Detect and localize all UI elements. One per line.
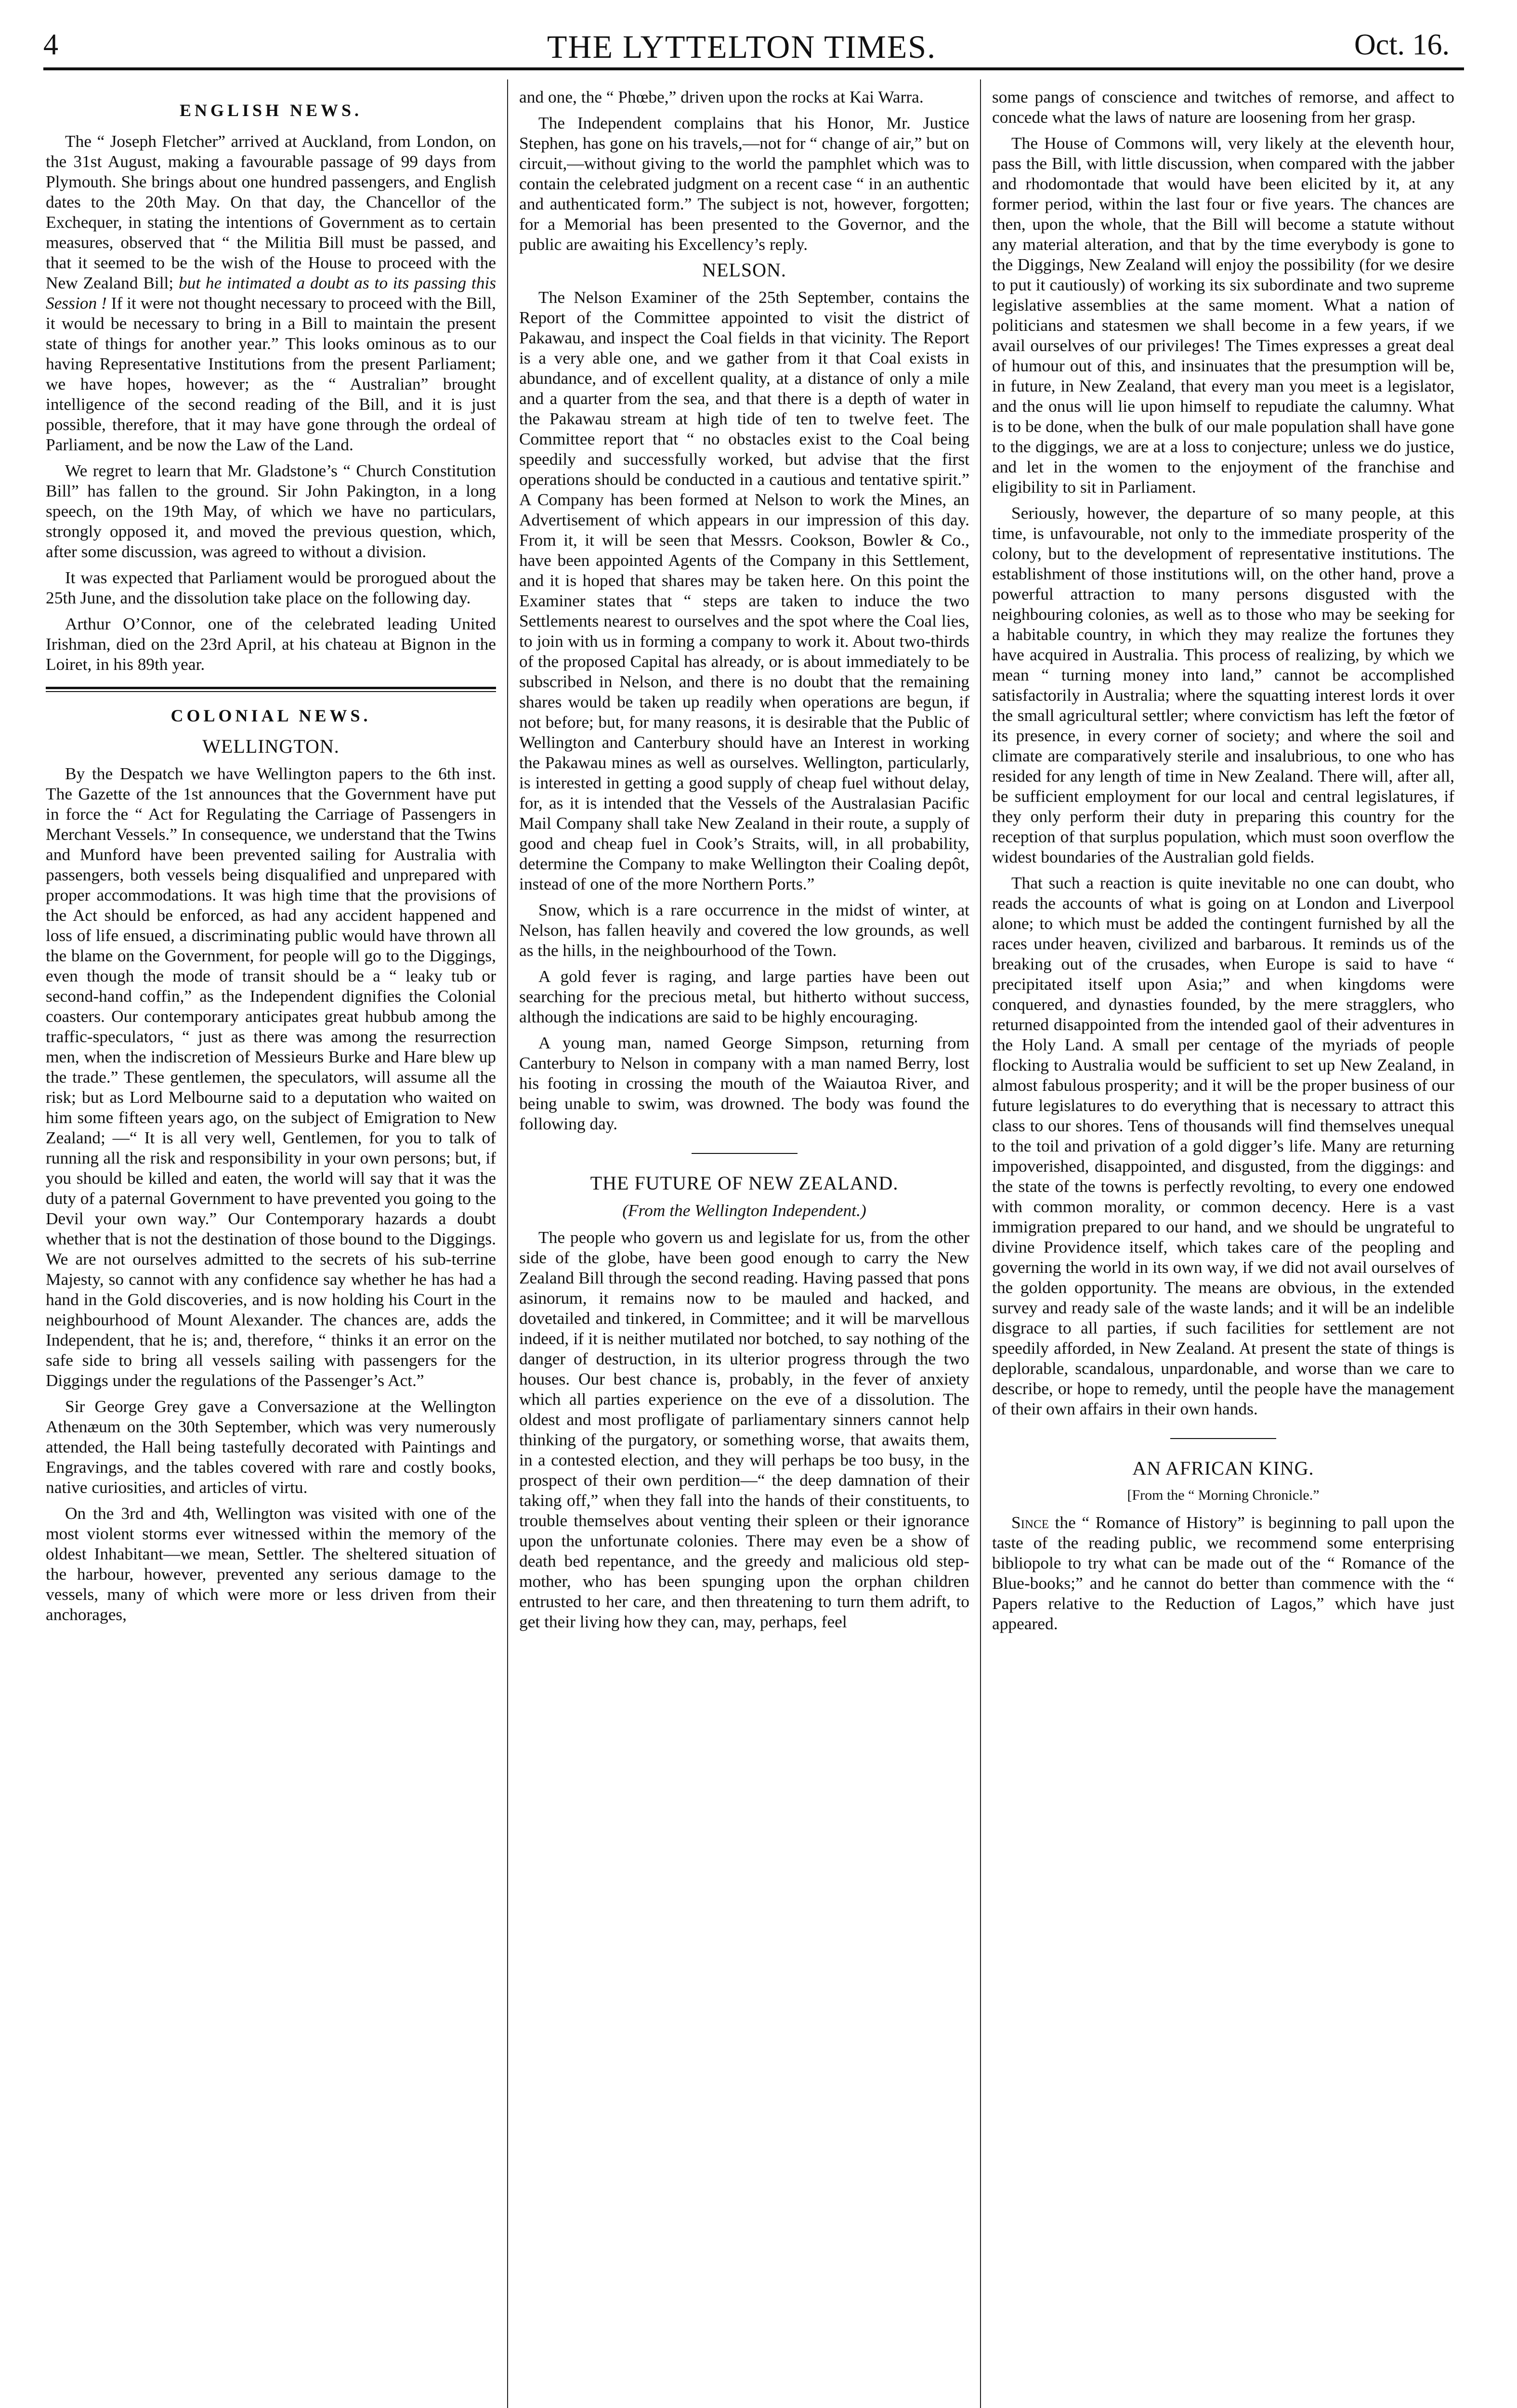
article-source: (From the Wellington Independent.) [622,1201,866,1220]
article-heading: THE FUTURE OF NEW ZEALAND. [590,1172,899,1194]
article-paragraph: A young man, named George Simpson, returning from Canterbury to Nelson in company with a man named Berry, lost his footing in crossing the mouth of the Waiautoa River, and being unable to swim, was drowned. The body was found the following day. [519,1033,969,1133]
article-heading: AN AFRICAN KING. [1132,1457,1314,1479]
article-paragraph: some pangs of conscience and twitches of remorse, and affect to concede what the laws of nature are loosening from her grasp. [992,87,1454,127]
article-paragraph: It was expected that Parliament would be prorogued about the 25th June, and the dissolution take place on the following day. [46,568,496,607]
article-paragraph: On the 3rd and 4th, Wellington was visited with one of the most violent storms ever witnessed within the memory of the oldest Inhabitant—we mean, Settler. The sheltered situation of the harbour, however, prevented any serious damage to the vessels, many of which were more or less driven from their anchorages, [46,1504,496,1624]
column-2 [519,87,969,2408]
article-paragraph: Sir George Grey gave a Conversazione at the Wellington Athenæum on the 30th September, which was very numerously attended, the Hall being tastefully decorated with Paintings and Engravings, and the tables covered with rare and costly books, native curiosities, and articles of virtu. [46,1397,496,1497]
article-paragraph: The House of Commons will, very likely at the eleventh hour, pass the Bill, with little discussion, when compared with the jabber and rhodomontade that would have been elicited by it, at any former period, within the last four or five years. The chances are then, upon the whole, that the Bill will become a statute without any material alteration, and that by the time everybody is gone to the Diggings, New Zealand will enjoy the possibility (for we desire to put it cautiously) of working its six subordinate and two supreme legislative assemblies at the same moment. What a nation of politicians and statesmen we shall become in a few years, if we avail ourselves of our privileges! The Times expresses a great deal of humour out of this, and insinuates that the presumption will be, in future, in New Zealand, that every man you meet is a legislator, and the onus will lie upon himself to repudiate the calumny. What is to be done, when the bulk of our male population shall have gone to the diggings, we are at a loss to conjecture; unless we do justice, and let in the women to the enjoyment of the franchise and eligibility to sit in Parliament. [992,133,1454,497]
article-paragraph: A gold fever is raging, and large parties have been out searching for the precious metal, but hitherto without success, although the indications are said to be highly encouraging. [519,967,969,1026]
newspaper-title: THE LYTTELTON TIMES. [547,28,937,65]
article-paragraph: The Nelson Examiner of the 25th September, contains the Report of the Committee appointed to visit the district of Pakawau, and inspect the Coal fields in that vicinity. The Report is a very able one, and we gather from it that Coal exists in abundance, and of excellent quality, at a distance of only a mile and a quarter from the sea, and that there is a depth of water in the Pakawau stream at high tide of ten to twelve feet. The Committee report that “ no obstacles exist to the Coal being speedily and successfully worked, but advise that the first operations should be conducted in a cautious and tentative spirit.” A Company has been formed at Nelson to work the Mines, an Advertisement of which appears in our impression of this day. From it, it will be seen that Messrs. Cookson, Bowler & Co., have been appointed Agents of the Company in this Settlement, and it is hoped that shares may be taken here. On this point the Examiner states that “ steps are taken to induce the two Settlements nearest to ourselves and the spot where the Coal lies, to join with us in forming a company to work it. About two-thirds of the proposed Capital has already, or is about immediately to be subscribed in Nelson, and there is no doubt that the remaining shares would be taken up readily when operations are begun, if not before; but, for many reasons, it is desirable that the Public of Wellington and Canterbury should have an Interest in working the Pakawau mines as well as ourselves. Wellington, particularly, is interested in getting a good supply of cheap fuel without delay, for, as it is intended that the Vessels of the Australasian Pacific Mail Company shall take New Zealand in their route, a supply of good and cheap fuel in Cook’s Straits, will, in all probability, determine the Company to make Wellington their Coaling depôt, instead of one of the more Northern Ports.” [519,288,969,893]
section-heading: ENGLISH NEWS. [179,101,363,120]
article-source: [From the “ Morning Chronicle.” [1127,1487,1320,1503]
article-heading: NELSON. [702,259,786,281]
header-rule [43,67,1464,70]
article-paragraph: Seriously, however, the departure of so many people, at this time, is unfavourable, not only to the immediate prosperity of the colony, but to the development of representative institutions. The establishment of those institutions will, on the other hand, prove a powerful attraction to many persons disgusted with the neighbouring colonies, as well as to those who may be seeking for a habitable country, in which they may realize the fortunes they have acquired in Australia. This process of realizing, by which we mean “ turning money into land,” cannot be accomplished satisfactorily in Australia; where the squatting interest lords it over the small agricultural settler; where convictism has left the fœtor of its presence, in every corner of society; and where the soil and climate are comparatively sterile and insalubrious, to one who has resided for any length of time in New Zealand. There will, after all, be sufficient employment for our local and central legislatures, if they only perform their duty in preparing this country for the reception of that surplus population, which must soon overflow the widest boundaries of the Australian gold fields. [992,503,1454,866]
page-number: 4 [43,28,58,61]
article-paragraph: Arthur O’Connor, one of the celebrated leading United Irishman, died on the 23rd April, at his chateau at Bignon in the Loiret, in his 89th year. [46,614,496,674]
article-paragraph: and one, the “ Phœbe,” driven upon the rocks at Kai Warra. [519,87,924,106]
article-paragraph: We regret to learn that Mr. Gladstone’s “ Church Constitution Bill” has fallen to the ground. Sir John Pakington, in a long speech, on the 19th May, of which we have no particulars, strongly opposed it, and moved the previous question, which, after some discussion, was agreed to without a division. [46,461,496,561]
article-heading: WELLINGTON. [202,735,340,757]
article-paragraph: That such a reaction is quite inevitable no one can doubt, who reads the accounts of what is going on at London and Liverpool alone; to which must be added the contingent furnished by all the races under heaven, civilized and barbarous. It reminds us of the breaking out of the crusades, when Europe is said to have “ precipitated itself upon Asia;” and when kingdoms were conquered, and dynasties founded, by the mere stragglers, who returned disappointed from the intended gaol of their adventures in the Holy Land. A small per centage of the myriads of people flocking to Australia would be sufficient to set up New Zealand, in almost fabulous prosperity; and it will be the proper business of our future legislatures to do everything that is necessary to attract this class to our shores. Tens of thousands will find themselves unequal to the toil and privation of a gold digger’s life. Many are returning impoverished, disappointed, and disgusted, from the diggings: and the state of the towns is perfectly revolting, to every one endowed with common morality, or common decency. Here is a vast immigration prepared to our hand, and we should be ungrateful to divine Providence itself, which takes care of the peopling and governing the world in its own way, if we did not avail ourselves of the golden opportunity. The means are obvious, in the extended survey and ready sale of the waste lands; and it will be an indelible disgrace to all parties, if such facilities for settlement are not speedily afforded, in New Zealand. At present the state of things is deplorable, scandalous, unpardonable, and worse than we care to describe, or hope to remedy, until the people have the management of their own affairs in their own hands. [992,873,1454,1418]
column-divider [507,79,508,2408]
article-paragraph: The people who govern us and legislate for us, from the other side of the globe, have been good enough to carry the New Zealand Bill through the second reading. Having passed that pons asinorum, it remains now to be mauled and hacked, and dovetailed and tinkered, in Committee; and it will be marvellous indeed, if it is neither mutilated nor botched, to say nothing of the danger of destruction, in its ulterior progress through the two houses. Our best chance is, probably, in the fever of anxiety which all parties experience on the eve of a dissolution. The oldest and most profligate of parliamentary sinners cannot help thinking of the purgatory, or something worse, that awaits them, in a contested election, and they will perhaps be too busy, in the prospect of their own perdition—“ the deep damnation of their taking off,” when they fall into the hands of their constituents, to trouble themselves about venting their spleen or their ignorance upon the unfortunate colonies. There may even be a show of death bed repentance, and the greedy and malicious old step-mother, who has been spunging upon the orphan children entrusted to her care, and then threatening to turn them adrift, to get their living how they can, may, perhaps, feel [519,1228,969,1631]
article-divider [1170,1438,1276,1439]
section-heading: COLONIAL NEWS. [170,706,371,725]
article-paragraph: The Independent complains that his Honor, Mr. Justice Stephen, has gone on his travels,—not for “ change of air,” but on circuit,—without giving to the world the pamphlet which was to contain the celebrated judgment on a recent case “ in an authentic and authenticated form.” The subject is not, however, forgotten; for a Memorial has been presented to the Governor, and the public are awaiting his Excellency’s reply. [519,113,969,254]
article-paragraph: Snow, which is a rare occurrence in the midst of winter, at Nelson, has fallen heavily and covered the low grounds, as well as the hills, in the neighbourhood of the Town. [519,900,969,960]
column-3 [992,87,1454,2408]
issue-date: Oct. 16. [1354,28,1450,61]
column-1 [46,87,496,2408]
section-divider [46,687,496,692]
column-divider [980,79,981,2408]
article-paragraph: By the Despatch we have Wellington papers to the 6th inst. The Gazette of the 1st announces that the Government have put in force the “ Act for Regulating the Carriage of Passengers in Merchant Vessels.” In consequence, we understand that the Twins and Munford have been prevented sailing for Australia with passengers, both vessels being disqualified and unprepared with proper accommodations. It was high time that the provisions of the Act should be enforced, as had any accident happened and loss of life ensued, a discriminating public would have thrown all the blame on the Government, for people will go to the Diggings, even though the mode of transit should be a “ leaky tub or second-hand coffin,” as the Independent dignifies the Colonial coasters. Our contemporary anticipates great hubbub among the traffic-speculators, “ just as there was among the resurrection men, when the indiscretion of Messieurs Burke and Hare blew up the trade.” These gentlemen, the speculators, will assume all the risk; but as Lord Melbourne said to a deputation who waited on him some fifteen years ago, on the subject of Emigration to New Zealand; —“ It is all very well, Gentlemen, for you to talk of running all the risk and responsibility in your own persons; but, if you should be killed and eaten, the world will say that it was the duty of a paternal Government to have prevented you going to the Devil your own way.” Our Contemporary hazards a doubt whether that is not the destination of those bound to the Diggings. We are not ourselves admitted to the secrets of his sub-terrine Majesty, so cannot with any confidence say whether he has had a hand in the Gold discoveries, and is now holding his Court in the neighbourhood of Mount Alexander. The chances are, adds the Independent, that he is; and, therefore, “ thinks it an error on the safe side to bring all vessels sailing with passengers for the Diggings under the regulations of the Passenger’s Act.” [46,764,496,1390]
masthead [29,28,1454,65]
article-paragraph: Since the “ Romance of History” is beginning to pall upon the taste of the reading public, we recommend some enterprising bibliopole to try what can be made out of the “ Romance of the Blue-books;” and he cannot do better than commence with the “ Papers relative to the Reduction of Lagos,” which have just appeared. [992,1513,1454,1633]
article-divider [692,1153,798,1154]
article-paragraph: The “ Joseph Fletcher” arrived at Auckland, from London, on the 31st August, making a favourable passage of 99 days from Plymouth. She brings about one hundred passengers, and English dates to the 20th May. On that day, the Chancellor of the Exchequer, in stating the intentions of Government as to certain measures, observed that “ the Militia Bill must be passed, and that it seemed to be the wish of the House to proceed with the New Zealand Bill; but he intimated a doubt as to its passing this Session ! If it were not thought necessary to proceed with the Bill, it would be necessary to bring in a Bill to maintain the present state of things for another year.” This looks ominous as to our having Representative Institutions from the present Parliament; we have hopes, however; as the “ Australian” brought intelligence of the second reading of the Bill, and it is just possible, therefore, that it may have gone through the ordeal of Parliament, and be now the Law of the Land. [46,131,496,454]
